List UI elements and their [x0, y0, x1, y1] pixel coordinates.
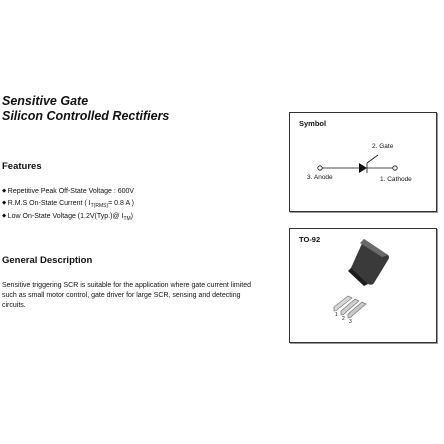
anode-label: 3. Anode: [307, 174, 333, 181]
feature-item-current: ◆ R.M.S On-State Current ( $I_{T(RMS)}= 0.8$ A ): [2, 198, 134, 212]
title-line-1: Sensitive Gate: [2, 94, 89, 108]
scr-symbol-diagram: [290, 113, 436, 211]
pin-1-label: 1: [335, 312, 338, 318]
features-list: [2, 186, 134, 225]
title-line-2: Silicon Controlled Rectifiers: [2, 109, 170, 123]
document-title: [2, 94, 169, 124]
pin-3-label: 3: [349, 319, 352, 325]
package-box: [289, 228, 437, 343]
symbol-box: [289, 112, 437, 212]
general-description-heading: General Description: [2, 255, 93, 266]
feature-item-on-voltage: ◆ Low On-State Voltage (1.2V(Typ.)@ $I_{TM}$): [2, 211, 134, 225]
gate-label: 2. Gate: [372, 143, 394, 150]
to92-package-drawing: [290, 229, 436, 342]
cathode-label: 1. Cathode: [380, 176, 412, 183]
features-heading: Features: [2, 161, 42, 172]
package-title: TO-92: [299, 235, 321, 244]
general-description-text: Sensitive triggering SCR is suitable for the application where gate current limited such as small motor control, gate driver for large SCR, sensing and detecting circuits.: [2, 282, 252, 309]
pin-2-label: 2: [342, 316, 345, 322]
symbol-title: Symbol: [299, 119, 327, 128]
feature-item-voltage: ◆ Repetitive Peak Off-State Voltage : 600V: [2, 186, 134, 198]
